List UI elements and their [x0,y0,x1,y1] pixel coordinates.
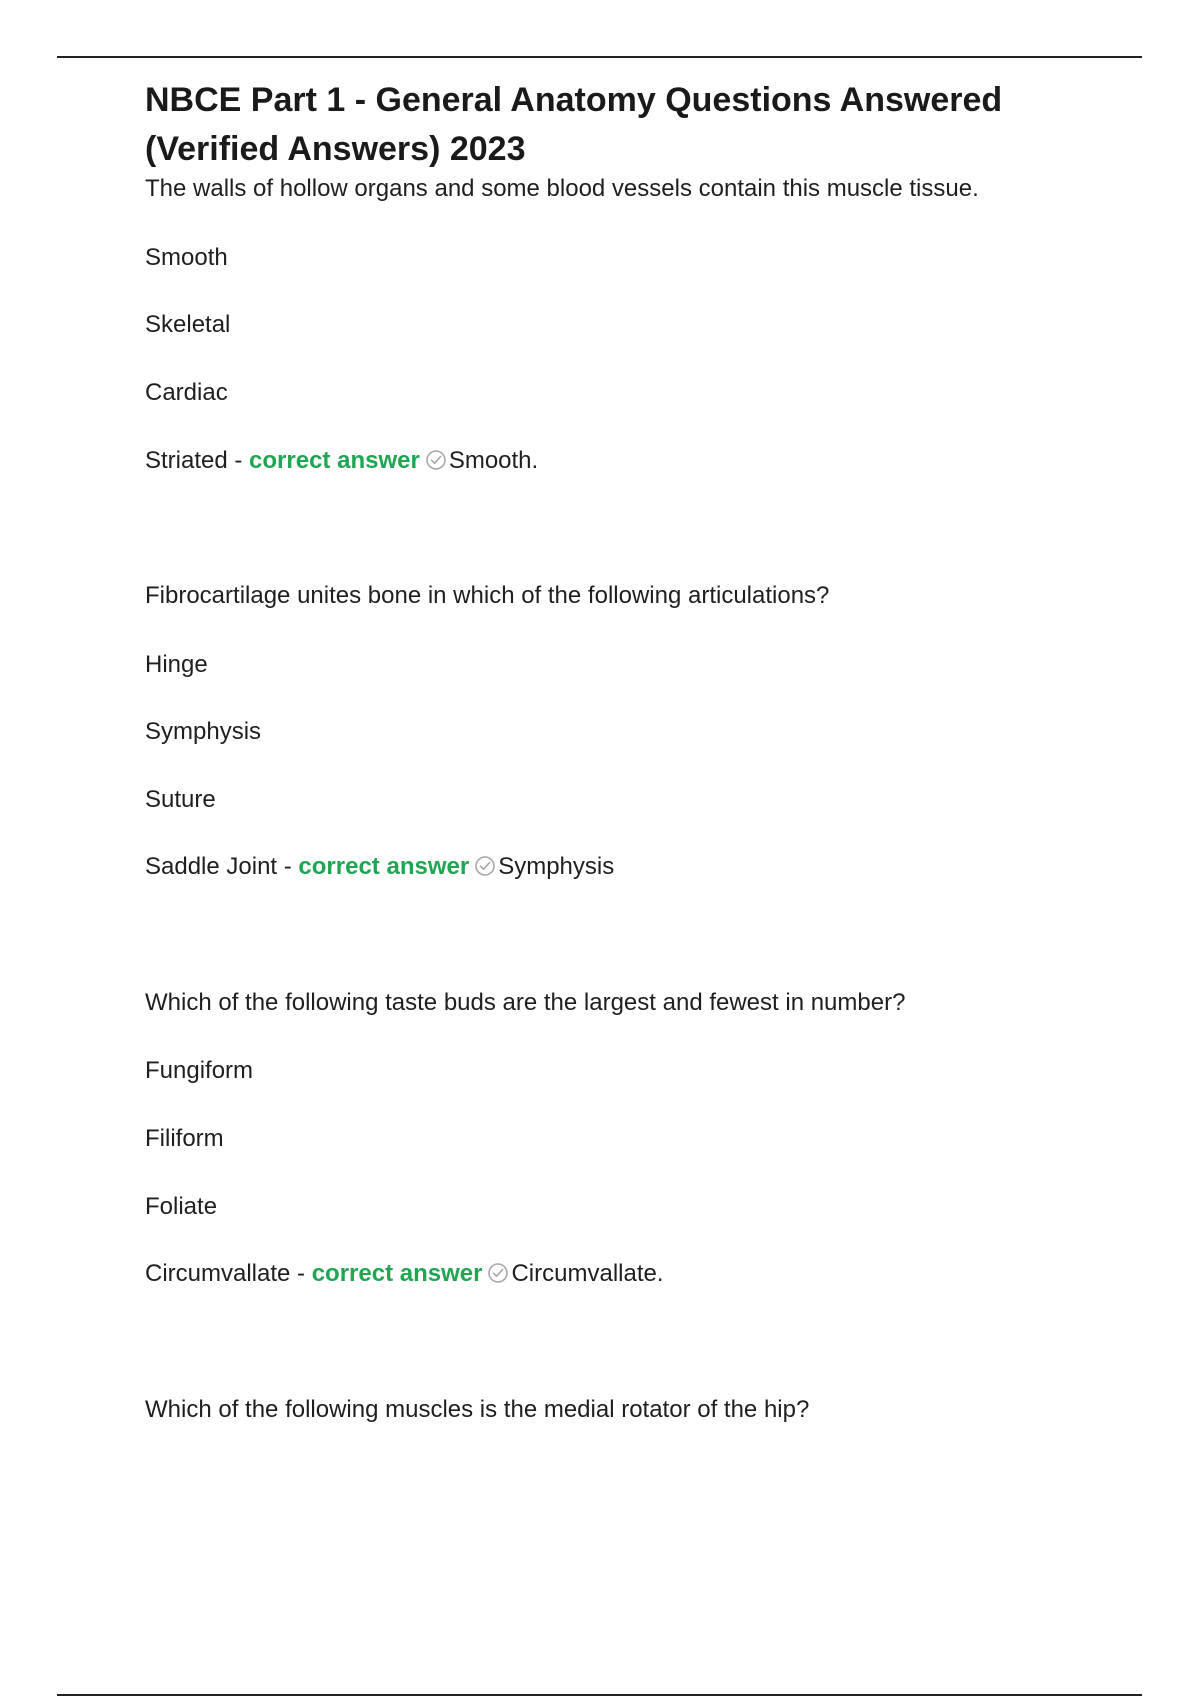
question-2-option-4: Saddle Joint [145,853,278,880]
question-3-option-3: Foliate [145,1193,218,1220]
question-2-option-3: Suture [145,786,216,813]
question-3-option-1: Fungiform [145,1057,254,1084]
question-4-text: Which of the following muscles is the medial rotator of the hip? [145,1396,810,1423]
question-1-option-1: Smooth [145,244,228,271]
question-1-answer-line [145,446,538,476]
question-3-answer: Circumvallate. [511,1260,664,1287]
question-2-text: Fibrocartilage unites bone in which of the following articulations? [145,582,830,609]
question-2-option-2: Symphysis [145,718,262,745]
answer-separator: - [227,447,250,474]
question-1-answer: Smooth. [448,447,539,474]
question-3-text: Which of the following taste buds are the largest and fewest in number? [145,989,906,1016]
question-2-answer-line [145,852,614,882]
question-2-option-1: Hinge [145,651,208,678]
check-circle-icon [487,1262,509,1284]
document-title: NBCE Part 1 - General Anatomy Questions Answered (Verified Answers) 2023 [145,81,1003,168]
question-1-option-2: Skeletal [145,311,231,338]
check-circle-icon [425,449,447,471]
check-circle-icon [474,855,496,877]
answer-separator: - [290,1260,312,1287]
correct-answer-label: correct answer [311,1260,483,1287]
footer-rule [57,1694,1142,1696]
question-2-answer: Symphysis [498,853,615,880]
question-3-answer-line [145,1259,664,1289]
header-rule [57,56,1142,58]
question-3-option-4: Circumvallate [145,1260,291,1287]
question-1-text: The walls of hollow organs and some blood vessels contain this muscle tissue. [145,175,979,202]
correct-answer-label: correct answer [249,447,420,474]
question-1-option-4: Striated [145,447,228,474]
question-3-option-2: Filiform [145,1125,224,1152]
question-1-option-3: Cardiac [145,379,228,406]
correct-answer-label: correct answer [298,853,470,880]
answer-separator: - [277,853,299,880]
